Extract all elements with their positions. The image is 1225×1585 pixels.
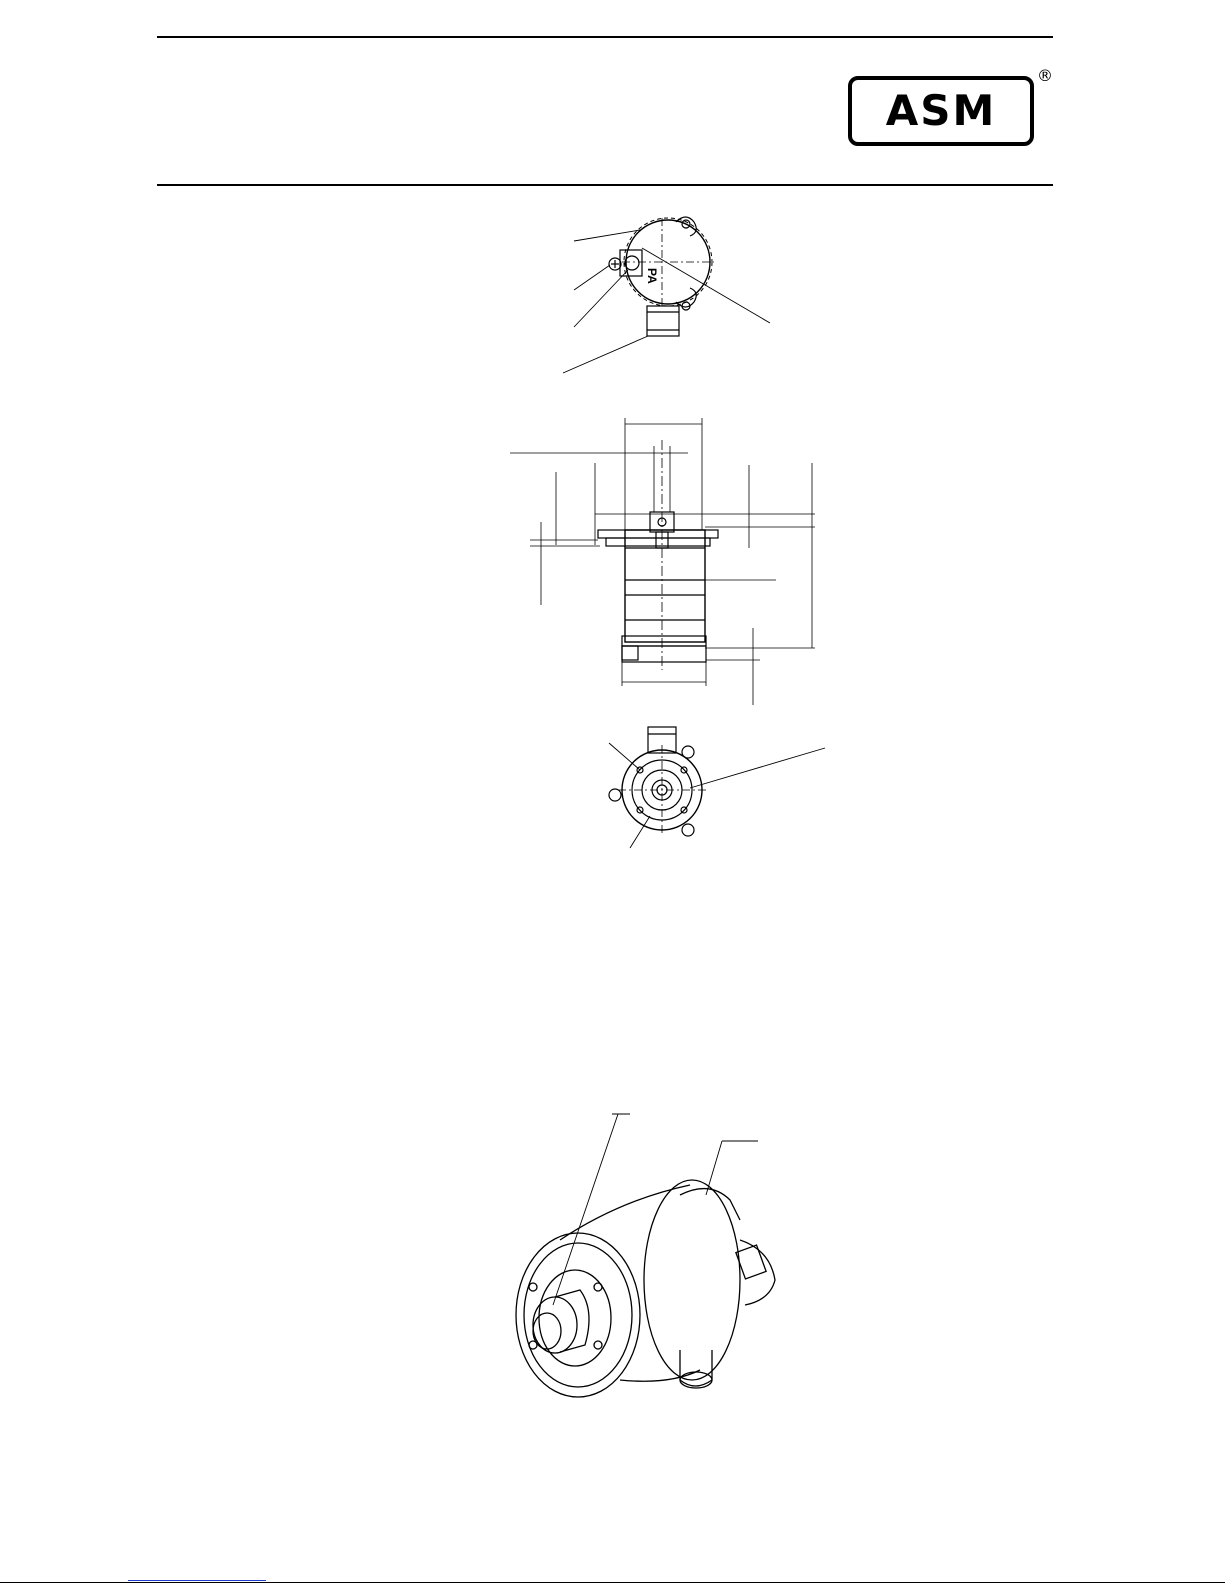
footer-link-underline[interactable] [128,1580,266,1581]
side-view [510,418,815,705]
logo-text: ASM [885,86,997,135]
isometric-view [516,1114,775,1397]
registered-mark: ® [1037,66,1053,85]
footer-rule [0,1582,1225,1583]
front-view [609,727,825,848]
top-view-stamp: PA [645,268,659,284]
top-view [563,217,770,373]
